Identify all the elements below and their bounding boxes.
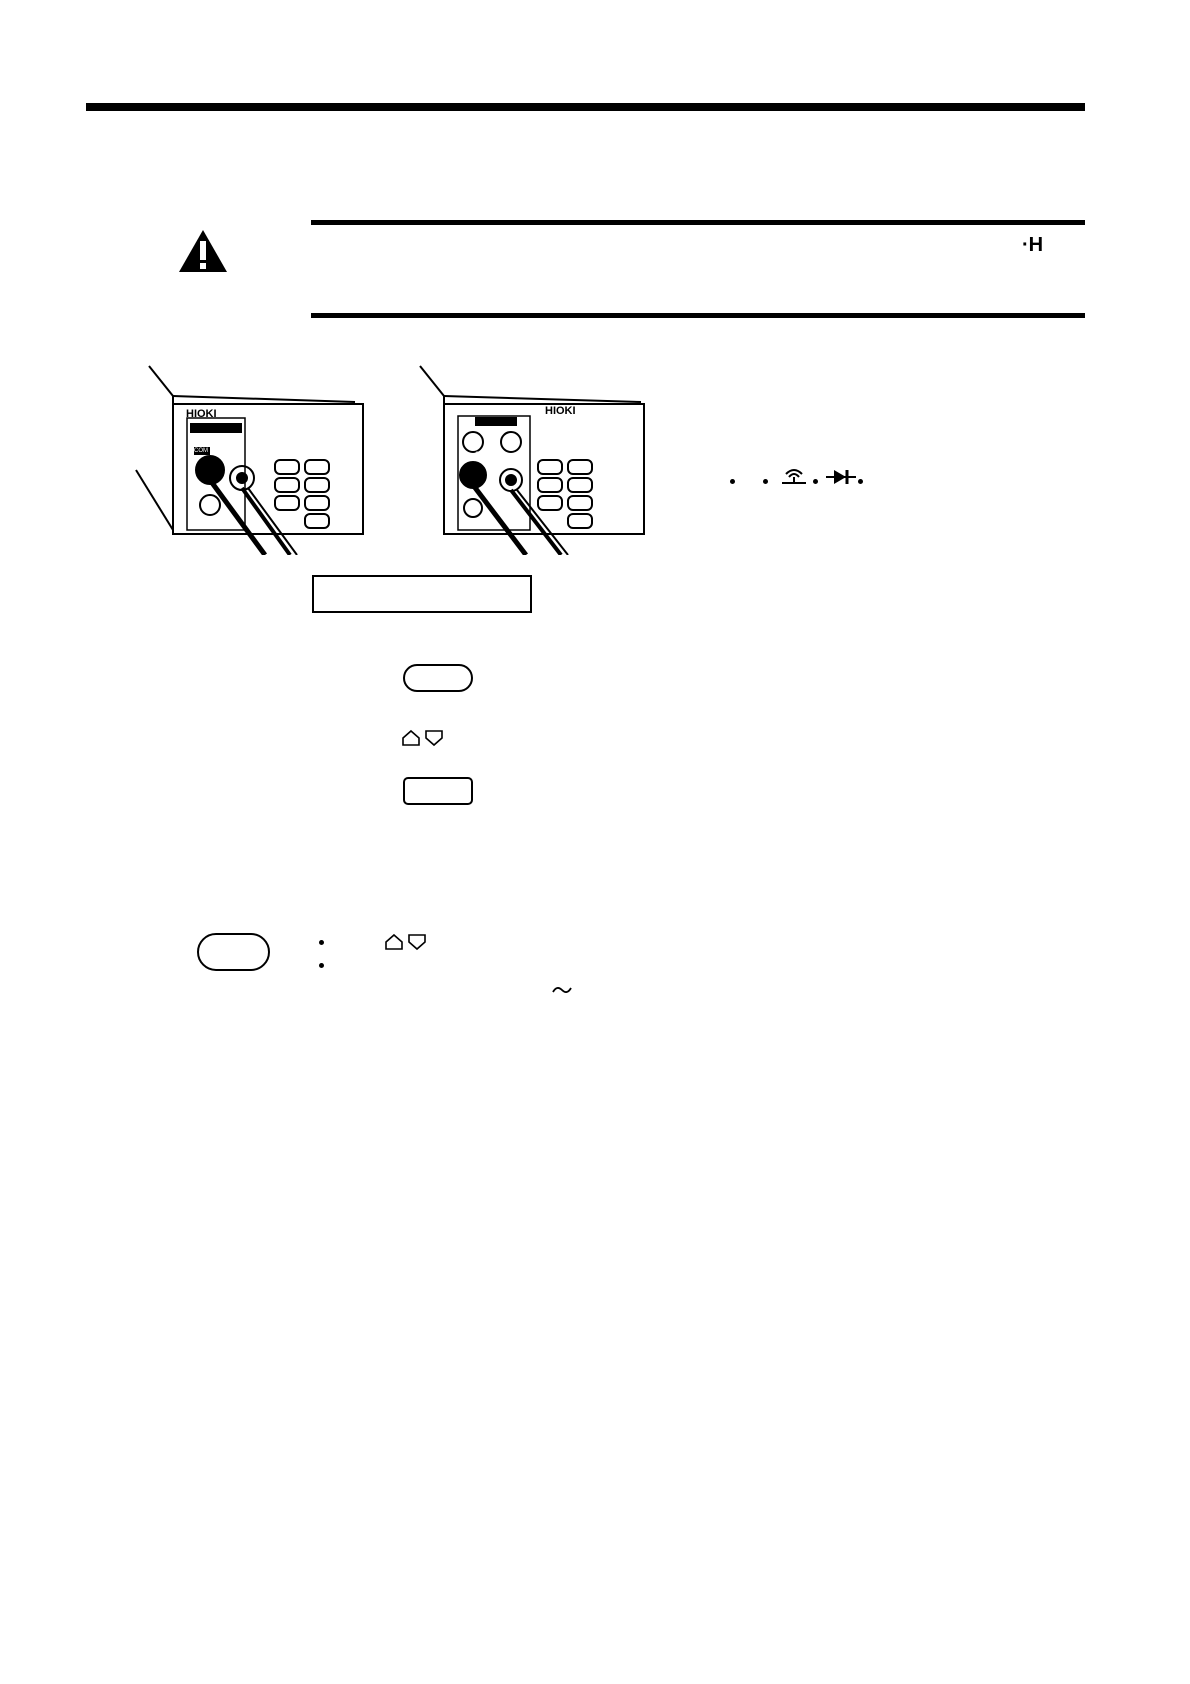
warning-bottom-rule (311, 313, 1085, 318)
note-down-arrow-icon (407, 933, 427, 951)
top-rule (86, 103, 1085, 111)
bullet-icon (858, 479, 863, 484)
bullet-icon (730, 479, 735, 484)
warning-top-rule (311, 220, 1085, 225)
note-oval-key-icon (197, 933, 270, 971)
meter-figure-left (135, 360, 365, 555)
continuity-buzzer-icon (780, 466, 808, 486)
meter-figure-right (416, 360, 648, 555)
diode-icon (826, 469, 856, 485)
warning-trailing-text: ·H (1022, 234, 1044, 256)
brand-label-right: HIOKI (545, 405, 576, 417)
figure-caption-box (312, 575, 532, 613)
note-bullet-2 (319, 963, 324, 968)
brand-label-left: HIOKI (186, 408, 217, 420)
tilde-icon (551, 983, 573, 997)
bullet-icon (763, 479, 768, 484)
note-bullet-1 (319, 940, 324, 945)
down-arrow-icon (424, 729, 444, 747)
jack-label-left: COM (194, 448, 208, 454)
bullet-icon (813, 479, 818, 484)
warning-icon (177, 228, 229, 274)
step-oval-key[interactable] (403, 664, 473, 692)
note-up-arrow-icon (384, 933, 404, 951)
up-arrow-icon (401, 729, 421, 747)
step-rect-key[interactable] (403, 777, 473, 805)
jack-label-right: COM (475, 452, 489, 458)
